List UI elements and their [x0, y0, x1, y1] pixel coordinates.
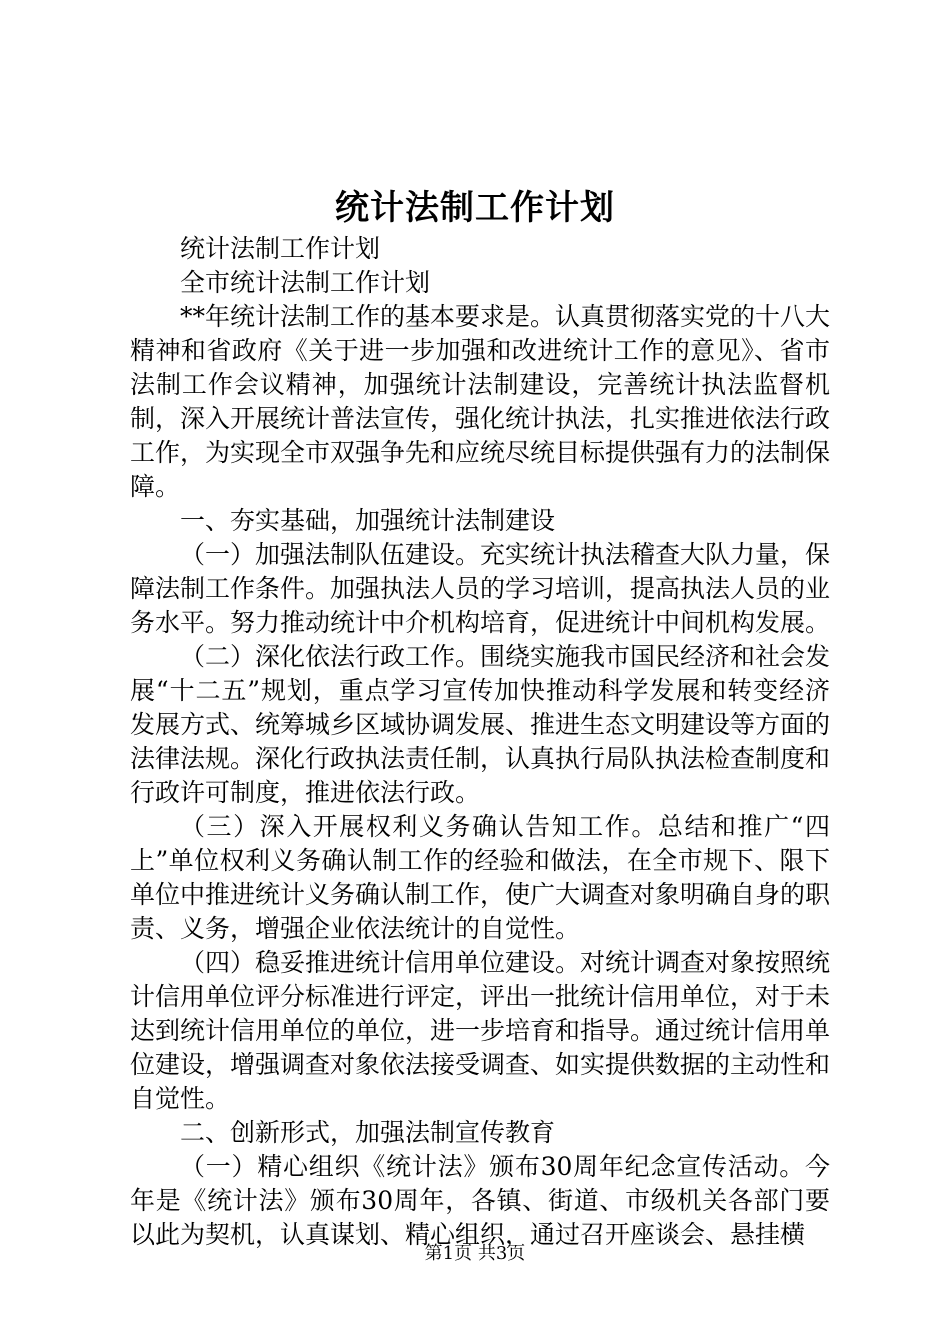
document-title: 统计法制工作计划	[335, 188, 615, 228]
section-heading-1: 一、夯实基础，加强统计法制建设	[180, 506, 556, 535]
paragraph-plan-name: 全市统计法制工作计划	[180, 268, 431, 297]
paragraph-subtitle: 统计法制工作计划	[180, 234, 381, 263]
document-body	[130, 232, 830, 1252]
paragraph-2-1: （一）精心组织《统计法》颁布30周年纪念宣传活动。今年是《统计法》颁布30周年，各镇、街道、市级机关各部门要以此为契机，认真谋划、精心组织，通过召开座谈会、悬挂横	[130, 1152, 830, 1249]
paragraph-1-3: （三）深入开展权利义务确认告知工作。总结和推广“四上”单位权利义务确认制工作的经验和做法，在全市规下、限下单位中推进统计义务确认制工作，使广大调查对象明确自身的职责、义务，增强企业依法统计的自觉性。	[130, 812, 831, 943]
section-heading-2: 二、创新形式，加强法制宣传教育	[180, 1118, 556, 1147]
paragraph-1-4: （四）稳妥推进统计信用单位建设。对统计调查对象按照统计信用单位评分标准进行评定，评出一批统计信用单位，对于未达到统计信用单位的单位，进一步培育和指导。通过统计信用单位建设，增强调查对象依法接受调查、如实提供数据的主动性和自觉性。	[130, 948, 831, 1113]
paragraph-1-2: （二）深化依法行政工作。围绕实施我市国民经济和社会发展“十二五”规划，重点学习宣传加快推动科学发展和转变经济发展方式、统筹城乡区域协调发展、推进生态文明建设等方面的法律法规。深化行政执法责任制，认真执行局队执法检查制度和行政许可制度，推进依法行政。	[130, 642, 831, 807]
page-number-footer: 第1页 共3页	[424, 1243, 526, 1264]
paragraph-1-1: （一）加强法制队伍建设。充实统计执法稽查大队力量，保障法制工作条件。加强执法人员的学习培训，提高执法人员的业务水平。努力推动统计中介机构培育，促进统计中间机构发展。	[130, 540, 831, 637]
paragraph-basic-requirements: **年统计法制工作的基本要求是。认真贯彻落实党的十八大精神和省政府《关于进一步加强和改进统计工作的意见》、省市法制工作会议精神，加强统计法制建设，完善统计执法监督机制，深入开展统计普法宣传，强化统计执法，扎实推进依法行政工作，为实现全市双强争先和应统尽统目标提供强有力的法制保障。	[130, 302, 831, 501]
